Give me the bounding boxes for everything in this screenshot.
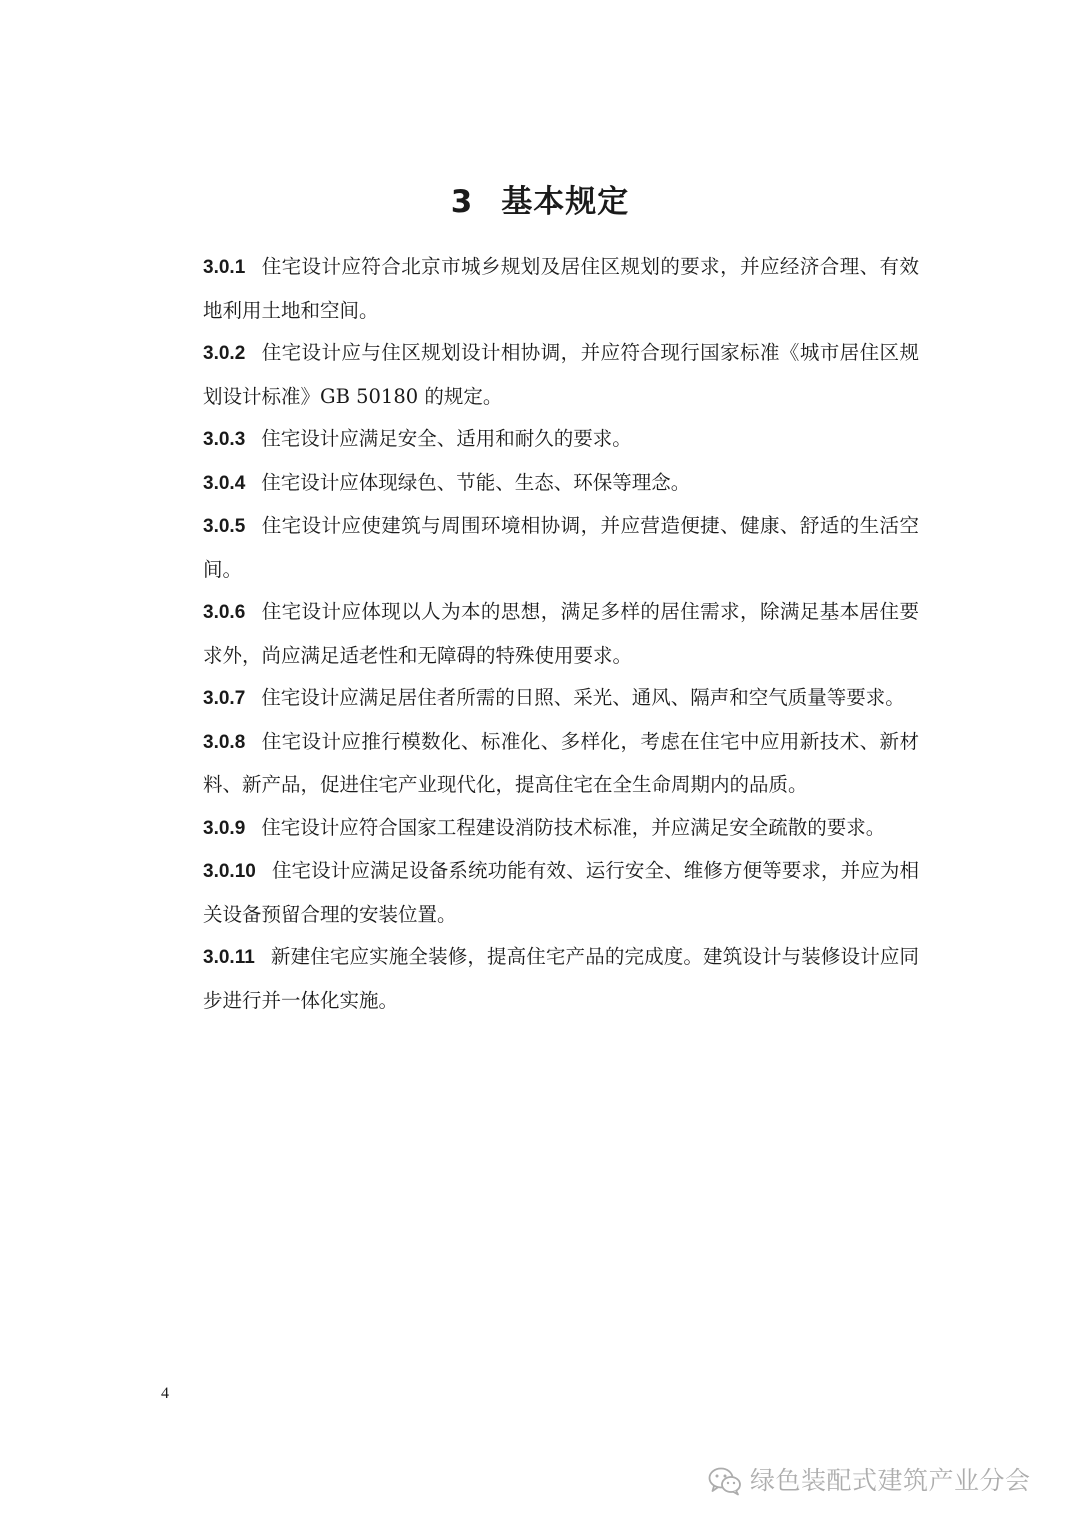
- clause: [203, 418, 919, 462]
- page-title: [0, 179, 1080, 225]
- clause-text: 住宅设计应符合北京市城乡规划及居住区规划的要求，并应经济合理、有效地利用土地和空间。: [203, 255, 919, 322]
- wechat-icon: [708, 1466, 742, 1496]
- chapter-title: 基本规定: [501, 183, 630, 220]
- clause: [203, 936, 919, 1022]
- watermark: [708, 1463, 1031, 1499]
- clause-number: 3.0.5: [203, 516, 246, 537]
- clause-number: 3.0.6: [203, 602, 246, 623]
- clause: [203, 505, 919, 591]
- clause-text: 住宅设计应使建筑与周围环境相协调，并应营造便捷、健康、舒适的生活空间。: [203, 514, 919, 581]
- clause-number: 3.0.10: [203, 861, 256, 882]
- chapter-number: 3: [450, 183, 474, 220]
- clause: [203, 850, 919, 936]
- clause: [203, 677, 919, 721]
- clause-number: 3.0.3: [203, 429, 246, 450]
- clause-text: 住宅设计应与住区规划设计相协调，并应符合现行国家标准《城市居住区规划设计标准》GB 50180 的规定。: [203, 341, 919, 408]
- clause: [203, 246, 919, 332]
- clause-number: 3.0.4: [203, 472, 246, 494]
- clause-text: 住宅设计应体现以人为本的思想，满足多样的居住需求，除满足基本居住要求外，尚应满足适老性和无障碍的特殊使用要求。: [203, 600, 919, 667]
- clause-text: 住宅设计应满足居住者所需的日照、采光、通风、隔声和空气质量等要求。: [261, 686, 905, 709]
- watermark-text: 绿色装配式建筑产业分会: [750, 1466, 1031, 1495]
- clause: [203, 332, 919, 418]
- clause-text: 住宅设计应推行模数化、标准化、多样化，考虑在住宅中应用新技术、新材料、新产品，促进住宅产业现代化，提高住宅在全生命周期内的品质。: [203, 729, 919, 796]
- clause: [203, 807, 919, 851]
- clause-number: 3.0.11: [203, 947, 255, 968]
- clause-number: 3.0.9: [203, 817, 246, 839]
- clause: [203, 591, 919, 677]
- clause-list: [203, 246, 919, 1022]
- page-number: 4: [161, 1385, 169, 1402]
- clause-number: 3.0.8: [203, 731, 246, 753]
- clause: [203, 721, 919, 807]
- clause-text: 住宅设计应满足安全、适用和耐久的要求。: [261, 427, 632, 450]
- clause-text: 住宅设计应符合国家工程建设消防技术标准，并应满足安全疏散的要求。: [261, 815, 886, 839]
- clause-text: 住宅设计应体现绿色、节能、生态、环保等理念。: [261, 470, 691, 494]
- clause-text: 新建住宅应实施全装修，提高住宅产品的完成度。建筑设计与装修设计应同步进行并一体化实施。: [203, 945, 919, 1012]
- clause-number: 3.0.1: [203, 257, 246, 278]
- clause-number: 3.0.2: [203, 343, 246, 364]
- clause-text: 住宅设计应满足设备系统功能有效、运行安全、维修方便等要求，并应为相关设备预留合理的安装位置。: [203, 859, 919, 926]
- clause: [203, 462, 919, 506]
- clause-number: 3.0.7: [203, 688, 246, 709]
